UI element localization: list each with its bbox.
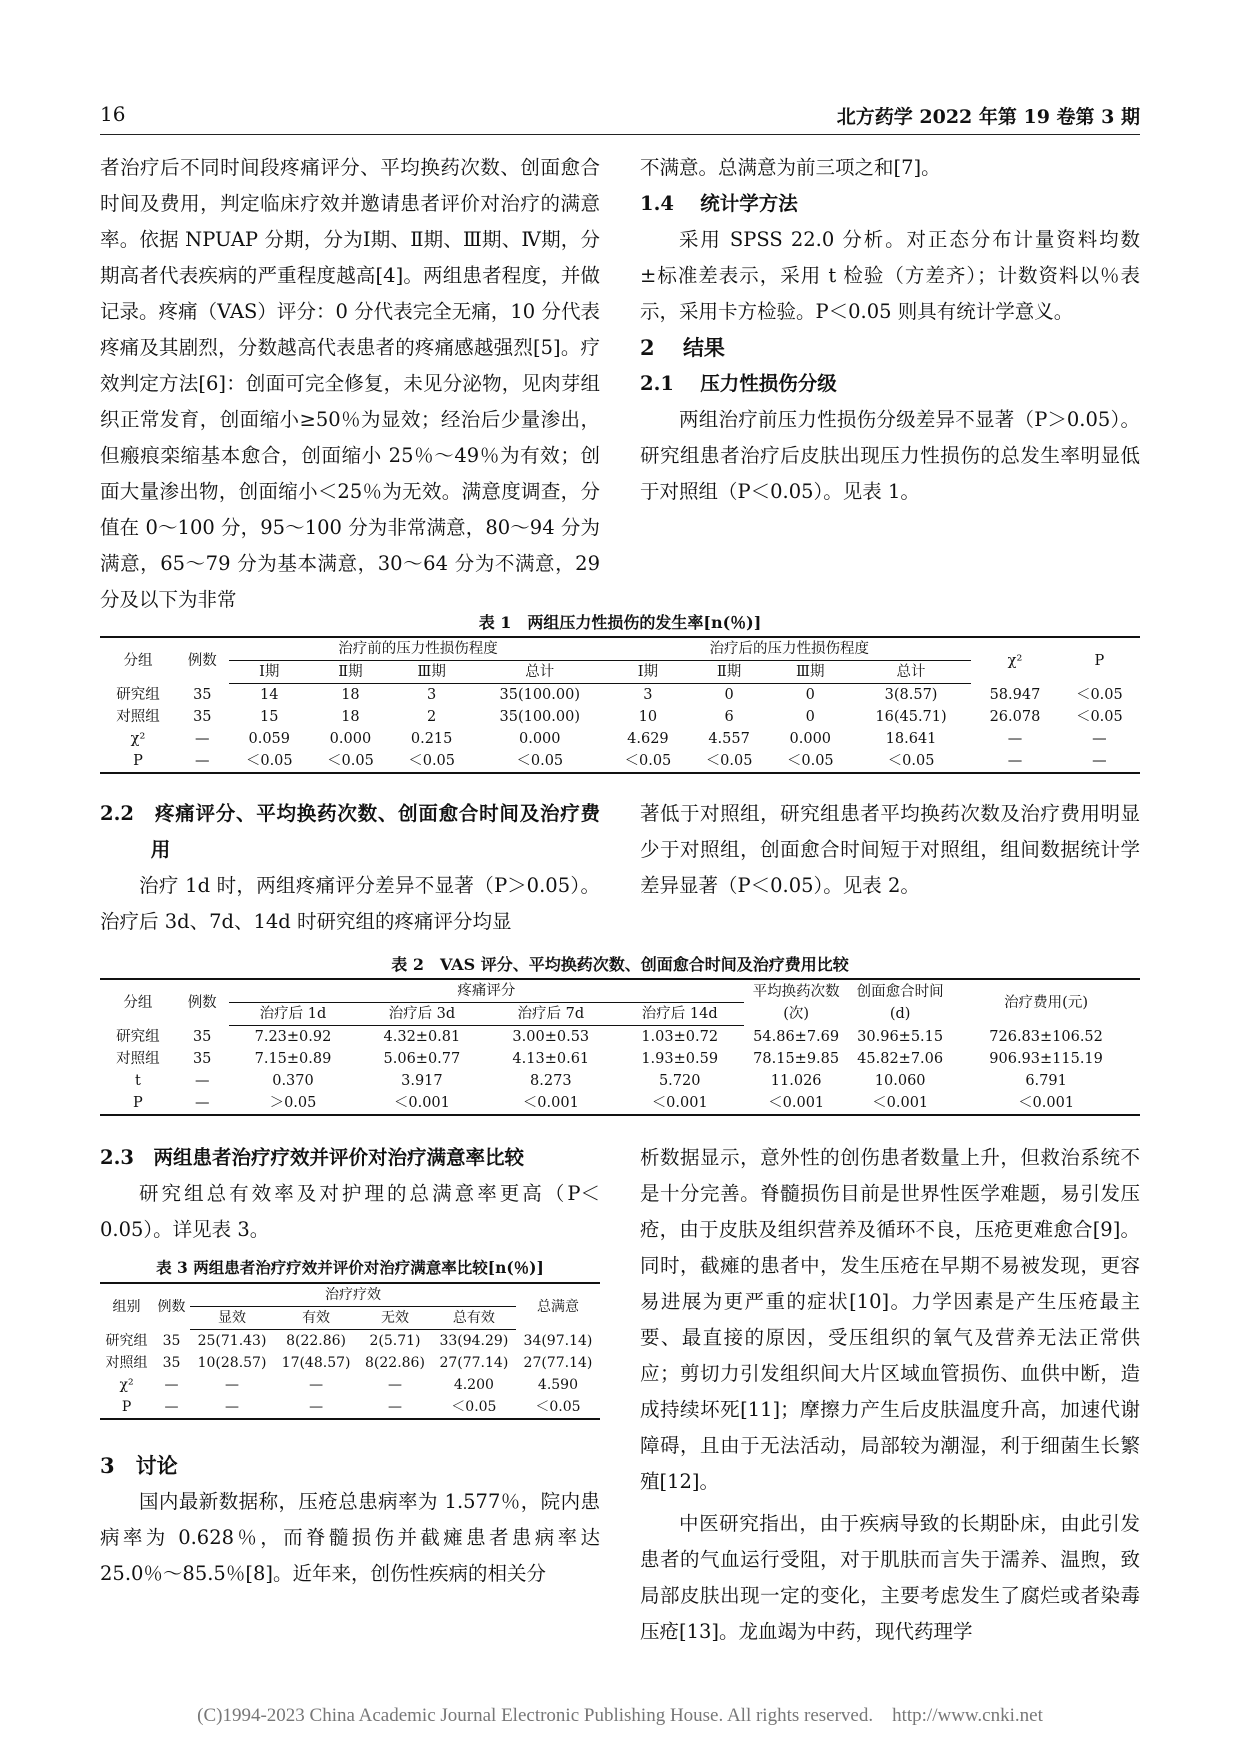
table-cell: ＜0.001 (486, 1092, 615, 1115)
section-number: 2.1 (640, 372, 674, 395)
table-cell: 35(100.00) (499, 709, 581, 725)
table-cell: 7.23±0.92 (254, 1029, 332, 1045)
table-2 (100, 978, 1140, 1116)
section-3-heading (100, 1448, 600, 1484)
col-header: 例数 (153, 1283, 190, 1330)
table-cell: ＜0.001 (357, 1092, 486, 1115)
section-title: 结果 (682, 335, 725, 360)
table-cell: 30.96±5.15 (857, 1028, 944, 1045)
table-cell: 对照组 (116, 1051, 160, 1067)
table-cell: ＜0.001 (848, 1092, 952, 1115)
table-3-caption: 表 3 两组患者治疗疗效并评价对治疗满意率比较[n(％)] (156, 1258, 544, 1277)
table-cell: 3.00±0.53 (512, 1029, 590, 1045)
table-row (100, 1092, 1140, 1115)
col-header: 分组 (100, 979, 176, 1026)
table-cell: — (387, 1377, 402, 1393)
sub-header: Ⅲ期 (770, 661, 851, 684)
sub-header: Ⅰ期 (607, 661, 688, 684)
copyright-footer: (C)1994-2023 China Academic Journal Electronic Publishing House. All rights reserved. http://www.cnki.net (197, 1705, 1043, 1726)
table-cell: 对照组 (105, 1355, 148, 1371)
table-cell: 4.13±0.61 (512, 1051, 590, 1067)
sub-header: 治疗后 1d (229, 1003, 358, 1026)
table-cell: 33(94.29) (439, 1333, 509, 1349)
table-cell: 1.93±0.59 (641, 1051, 719, 1067)
sub-header: Ⅱ期 (310, 661, 391, 684)
table-cell: P (100, 1092, 176, 1115)
table-cell: — (358, 1396, 432, 1419)
col-header: χ² (971, 637, 1059, 684)
table-cell: 58.947 (989, 686, 1041, 703)
table-row (100, 1352, 600, 1374)
sub-header: 治疗后 3d (357, 1003, 486, 1026)
table-cell: 15 (260, 709, 279, 725)
col-header: 组别 (100, 1283, 153, 1330)
table-cell: 18 (341, 709, 360, 725)
table-cell: ＜0.05 (607, 750, 688, 773)
table-cell: 研究组 (116, 1028, 160, 1045)
table-cell: 0.059 (248, 731, 290, 747)
discussion-column (100, 1448, 600, 1592)
section-number: 3 (100, 1453, 115, 1478)
table-cell: 5.720 (658, 1073, 701, 1089)
top-left-column (100, 150, 600, 618)
table-cell: 14 (260, 687, 279, 703)
col-header: P (1059, 637, 1140, 684)
table-cell: 27(77.14) (439, 1355, 509, 1371)
continued-text: 析数据显示，意外性的创伤患者数量上升，但救治系统不是十分完善。脊髓损伤目前是世界性医学难题，易引发压疮，由于皮肤及组织营养及循环不良，压疮更难愈合[9]。同时，截瘫的患者中，发生压疮在早期不易被发现，更容易进展为更严重的症状[10]。力学因素是产生压疮最主要、最直接的原因，受压组织的氧气及营养无法正常供应；剪切力引发组织间大片区域血管损伤、血供中断，造成持续坏死[11]；摩擦力产生后皮肤温度升高，加速代谢障碍，且由于无法活动，局部较为潮湿，利于细菌生长繁殖[12]。 (640, 1146, 1140, 1493)
table-cell: — (309, 1377, 324, 1393)
table-3 (100, 1282, 600, 1420)
table-cell: 906.93±115.19 (989, 1051, 1103, 1067)
sub-header: 显效 (190, 1307, 274, 1330)
table-cell: χ² (119, 1377, 134, 1393)
section-2-1-heading (640, 366, 1140, 402)
table-cell: — (1059, 750, 1140, 773)
table-2-caption: 表 2 VAS 评分、平均换药次数、创面愈合时间及治疗费用比较 (391, 955, 849, 974)
table-cell: — (195, 731, 210, 747)
table-cell: ＜0.05 (432, 1396, 516, 1419)
table-cell: ＜0.05 (310, 750, 391, 773)
table-cell: 8.273 (530, 1073, 572, 1089)
table-cell: — (190, 1396, 274, 1419)
table-1 (100, 636, 1140, 774)
methods-paragraph: 者治疗后不同时间段疼痛评分、平均换药次数、创面愈合时间及费用，判定临床疗效并邀请患者评价对治疗的满意率。依据 NPUAP 分期，分为Ⅰ期、Ⅱ期、Ⅲ期、Ⅳ期，分期高者代表疾病的严重程度越高[4]。两组患者程度，并做记录。疼痛（VAS）评分：0 分代表完全无痛，10 分代表疼痛及其剧烈，分数越高代表患者的疼痛感越强烈[5]。疗效判定方法[6]：创面可完全修复，未见分泌物，见肉芽组织正常发育，创面缩小≥50％为显效；经治后少量渗出，但瘢痕栾缩基本愈合，创面缩小 25％～49％为有效；创面大量渗出物，创面缩小＜25％为无效。满意度调查，分值在 0～100 分，95～100 分为非常满意，80～94 分为满意，65～79 分为基本满意，30～64 分为不满意，29 分及以下为非常 (100, 156, 600, 611)
sub-header: 有效 (274, 1307, 358, 1330)
table-row (100, 1048, 1140, 1070)
table-cell: 34(97.14) (523, 1332, 593, 1349)
low-left-column (100, 1140, 600, 1248)
sub-header: Ⅱ期 (689, 661, 770, 684)
table-cell: 45.82±7.06 (857, 1051, 944, 1067)
col-header: 例数 (176, 637, 229, 684)
table-cell: ＜0.05 (472, 750, 607, 773)
pain-paragraph: 治疗 1d 时，两组疼痛评分差异不显著（P＞0.05）。治疗后 3d、7d、14d 时研究组的疼痛评分均显 (100, 874, 600, 933)
table-cell: 0.000 (789, 731, 832, 747)
table-cell: — (176, 750, 229, 773)
sub-header: Ⅰ期 (229, 661, 310, 684)
section-number: 2.3 (100, 1146, 134, 1169)
table-cell: — (164, 1377, 179, 1393)
journal-title: 北方药学 2022 年第 19 卷第 3 期 (836, 106, 1140, 128)
efficacy-paragraph: 研究组总有效率及对护理的总满意率更高（P＜0.05）。详见表 3。 (100, 1182, 600, 1241)
table-cell: 6 (724, 709, 734, 725)
table-cell: 11.026 (770, 1073, 822, 1089)
table-row (100, 1070, 1140, 1092)
table-cell: ＜0.05 (516, 1396, 600, 1419)
table-cell: 4.557 (708, 731, 750, 747)
section-2-3-heading (100, 1140, 600, 1176)
table-cell: — (194, 1073, 210, 1089)
table-row (100, 684, 1140, 707)
table-cell: ＜0.05 (689, 750, 770, 773)
sub-header: 总计 (851, 661, 971, 684)
table-cell: 0.215 (410, 731, 453, 747)
page-number: 16 (100, 102, 126, 126)
sub-header: 无效 (358, 1307, 432, 1330)
table-cell: 5.06±0.77 (383, 1051, 461, 1067)
stats-paragraph: 采用 SPSS 22.0 分析。对正态分布计量资料均数±标准差表示，采用 t 检验（方差齐）；计数资料以％表示，采用卡方检验。P＜0.05 则具有统计学意义。 (640, 228, 1140, 323)
table-cell: 0.000 (519, 731, 561, 747)
mid-left-column (100, 796, 600, 940)
table-cell: ＜0.001 (744, 1092, 848, 1115)
table-1-caption: 表 1 两组压力性损伤的发生率[n(％)] (478, 613, 762, 632)
table-cell: 0 (805, 709, 815, 725)
section-number: 2.2 (100, 802, 134, 825)
table-cell: 35 (192, 1051, 212, 1067)
section-title: 讨论 (135, 1453, 178, 1478)
col-header: 创面愈合时间(d) (848, 979, 952, 1026)
table-cell: 3 (643, 687, 653, 703)
table-cell: 726.83±106.52 (989, 1028, 1103, 1045)
table-cell: 研究组 (116, 686, 160, 703)
table-cell: ＞0.05 (229, 1092, 358, 1115)
sub-header: 总有效 (432, 1307, 516, 1330)
col-header: 疼痛评分 (229, 979, 745, 1003)
table-cell: 3(8.57) (884, 687, 938, 703)
results-paragraph: 两组治疗前压力性损伤分级差异不显著（P＞0.05）。研究组患者治疗后皮肤出现压力性损伤的总发生率明显低于对照组（P＜0.05）。见表 1。 (640, 408, 1140, 503)
table-cell: 35 (193, 686, 212, 703)
table-cell: 8(22.86) (365, 1355, 425, 1371)
table-cell: 8(22.86) (286, 1333, 347, 1349)
table-cell: 17(48.57) (281, 1355, 351, 1371)
sub-header: 治疗后 14d (615, 1003, 744, 1026)
table-cell: 18.641 (885, 731, 937, 747)
table-cell: 27(77.14) (523, 1355, 593, 1371)
table-cell: 10(28.57) (197, 1355, 267, 1371)
table-cell: 0.370 (272, 1073, 314, 1089)
tcm-paragraph: 中医研究指出，由于疾病导致的长期卧床，由此引发患者的气血运行受阻，对于肌肤而言失于濡养、温煦，致局部皮肤出现一定的变化，主要考虑发生了腐烂或者染毒压疮[13]。龙血竭为中药，现代药理学 (640, 1512, 1140, 1643)
table-cell: 6.791 (1025, 1073, 1067, 1089)
table-cell: 10.060 (874, 1073, 926, 1089)
section-number: 1.4 (640, 192, 674, 215)
table-cell: — (153, 1396, 190, 1419)
col-header: 治疗后的压力性损伤程度 (607, 637, 971, 661)
sub-header: 治疗后 7d (486, 1003, 615, 1026)
section-title: 统计学方法 (700, 192, 798, 215)
table-cell: 0 (805, 687, 815, 703)
table-cell: 0.000 (329, 731, 372, 747)
continued-text: 不满意。总满意为前三项之和[7]。 (640, 156, 941, 179)
table-cell: 16(45.71) (875, 709, 947, 725)
table-cell: χ² (130, 731, 146, 747)
col-header: 治疗疗效 (190, 1283, 516, 1307)
table-cell: P (100, 1396, 153, 1419)
table-cell: ＜0.05 (770, 750, 851, 773)
table-cell: 对照组 (116, 709, 160, 725)
table-cell: 4.200 (453, 1377, 494, 1393)
mid-right-column (640, 796, 1140, 904)
table-cell: 35 (192, 1028, 212, 1045)
table-row (100, 706, 1140, 728)
table-cell: 35 (162, 1332, 181, 1349)
top-right-column (640, 150, 1140, 510)
section-title: 两组患者治疗疗效并评价对治疗满意率比较 (153, 1146, 524, 1169)
table-cell: t (135, 1073, 141, 1089)
table-cell: ＜0.001 (615, 1092, 744, 1115)
table-cell: 4.629 (627, 731, 669, 747)
section-title: 压力性损伤分级 (700, 372, 837, 395)
section-2-2-heading (100, 796, 600, 868)
table-cell: 3 (427, 687, 437, 703)
sub-header: 总计 (472, 661, 607, 684)
table-cell: P (100, 750, 176, 773)
table-cell: — (971, 750, 1059, 773)
table-cell: 2(5.71) (369, 1333, 421, 1349)
table-row (100, 1374, 600, 1396)
table-cell: 1.03±0.72 (641, 1029, 719, 1045)
table-cell: ＜0.05 (229, 750, 310, 773)
table-cell: — (225, 1377, 240, 1393)
table-row (100, 1026, 1140, 1049)
table-cell: 4.590 (537, 1377, 578, 1393)
table-cell: 35 (162, 1355, 181, 1371)
table-cell: 0 (724, 687, 734, 703)
section-1-4-heading (640, 186, 1140, 222)
table-cell: 3.917 (401, 1073, 443, 1089)
table-row (100, 728, 1140, 750)
col-header: 平均换药次数(次) (744, 979, 848, 1026)
table-cell: 4.32±0.81 (383, 1029, 461, 1045)
table-cell: 35(100.00) (499, 687, 581, 703)
table-cell: — (1092, 731, 1107, 747)
table-cell: — (274, 1396, 358, 1419)
table-row (100, 1396, 600, 1419)
col-header: 治疗费用(元) (952, 979, 1140, 1026)
table-cell: ＜0.05 (391, 750, 472, 773)
table-cell: 10 (638, 709, 658, 725)
sub-header: Ⅲ期 (391, 661, 472, 684)
table-cell: ＜0.001 (952, 1092, 1140, 1115)
table-row (100, 750, 1140, 773)
section-number: 2 (640, 335, 655, 360)
continued-text: 著低于对照组，研究组患者平均换药次数及治疗费用明显少于对照组，创面愈合时间短于对照组，组间数据统计学差异显著（P＜0.05）。见表 2。 (640, 802, 1140, 897)
col-header: 总满意 (516, 1283, 600, 1330)
table-row (100, 1330, 600, 1353)
table-cell: — (1007, 731, 1023, 747)
table-cell: 2 (427, 709, 437, 725)
discussion-paragraph: 国内最新数据称，压疮总患病率为 1.577％，院内患病率为 0.628％，而脊髓损伤并截瘫患者患病率达 25.0％～85.5％[8]。近年来，创伤性疾病的相关分 (100, 1490, 600, 1585)
table-cell: 35 (193, 709, 212, 725)
section-2-heading (640, 330, 1140, 366)
section-title: 疼痛评分、平均换药次数、创面愈合时间及治疗费用 (150, 802, 600, 861)
table-cell: 78.15±9.85 (753, 1051, 840, 1067)
low-right-column (640, 1140, 1140, 1650)
col-header: 例数 (176, 979, 229, 1026)
table-cell: 7.15±0.89 (254, 1051, 332, 1067)
page-header (100, 100, 1140, 135)
col-header: 治疗前的压力性损伤程度 (229, 637, 608, 661)
table-cell: ＜0.05 (851, 750, 971, 773)
table-cell: 54.86±7.69 (753, 1028, 840, 1045)
table-cell: 25(71.43) (197, 1333, 267, 1349)
table-cell: — (176, 1092, 229, 1115)
table-cell: 研究组 (105, 1332, 148, 1349)
table-cell: ＜0.05 (1075, 686, 1123, 703)
col-header: 分组 (100, 637, 176, 684)
table-cell: 26.078 (989, 709, 1041, 725)
table-cell: ＜0.05 (1075, 709, 1123, 725)
table-cell: 18 (341, 687, 360, 703)
